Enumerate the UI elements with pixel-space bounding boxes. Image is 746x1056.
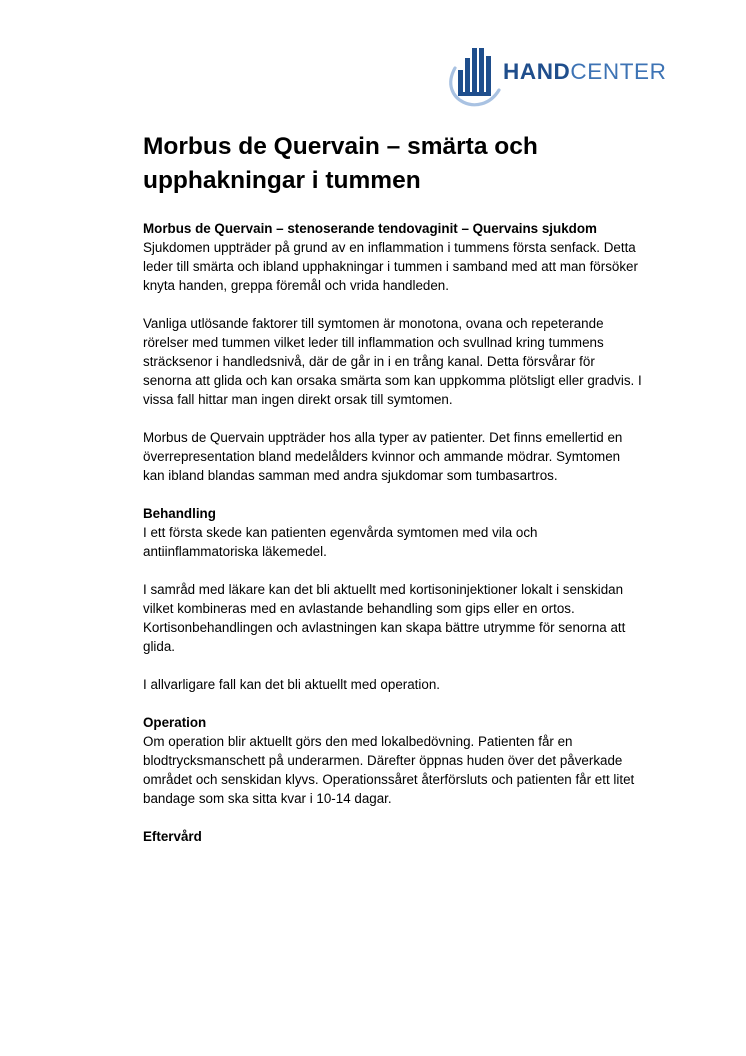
- treatment-heading: Behandling: [143, 506, 216, 521]
- logo-bar: [465, 58, 470, 92]
- handcenter-logo-mark: [441, 44, 503, 114]
- aftercare-heading: Eftervård: [143, 829, 202, 844]
- treatment-paragraph-2: I samråd med läkare kan det bli aktuellt med kortisoninjektioner lokalt i senskidan vilket kombineras med en avlastande behandling som gips eller en ortos. Kortisonbehandlingen och avlastningen kan skapa bättre utrymme för senorna att glida.: [143, 582, 626, 654]
- treatment-text-1: I ett första skede kan patienten egenvårda symtomen med vila och antiinflammatoriska läkemedel.: [143, 525, 538, 559]
- logo-bar: [479, 48, 484, 92]
- intro-paragraph-3: Morbus de Quervain uppträder hos alla typer av patienter. Det finns emellertid en överrepresentation bland medelålders kvinnor och ammande mödrar. Symtomen kan ibland blandas samman med andra sjukdomar som tumbasartros.: [143, 430, 623, 483]
- handcenter-logo: [441, 44, 701, 114]
- intro-paragraph-2: Vanliga utlösande faktorer till symtomen är monotona, ovana och repeterande rörelser med tummen vilket leder till inflammation och svullnad kring tummens sträcksenor i handledsnivå, där de går in i en trång kanal. Detta försvårar för senorna att glida och kan orsaka smärta som kan uppkomma plötsligt eller gradvis. I vissa fall hittar man ingen direkt orsak till symtomen.: [143, 316, 642, 407]
- intro-paragraph-1: [143, 219, 643, 295]
- operation-text-1: Om operation blir aktuellt görs den med lokalbedövning. Patienten får en blodtrycksmanschett på underarmen. Därefter öppnas huden över det påverkade området och senskidan klyvs. Operationssåret återförsluts och patienten får ett litet bandage som ska sitta kvar i 10-14 dagar.: [143, 734, 635, 806]
- page-title: Morbus de Quervain – smärta och upphakningar i tummen: [143, 133, 538, 194]
- logo-bar: [458, 70, 463, 92]
- logo-wordmark-bold: HAND: [503, 59, 571, 84]
- logo-base: [458, 92, 491, 96]
- intro-heading: Morbus de Quervain – stenoserande tendovaginit – Quervains sjukdom: [143, 221, 597, 236]
- treatment-paragraph-3: I allvarligare fall kan det bli aktuellt med operation.: [143, 677, 440, 692]
- logo-bar: [486, 56, 491, 92]
- logo-bar: [472, 48, 477, 92]
- treatment-paragraph-1: [143, 504, 643, 561]
- logo-wordmark-light: CENTER: [570, 59, 667, 84]
- operation-heading: Operation: [143, 715, 207, 730]
- operation-paragraph-1: [143, 713, 643, 808]
- intro-text-1: Sjukdomen uppträder på grund av en inflammation i tummens första senfack. Detta leder till smärta och ibland upphakningar i tummen i samband med att man försöker knyta handen, greppa föremål och vrida handleden.: [143, 240, 638, 293]
- logo-wordmark: [503, 61, 667, 84]
- document-body: [143, 219, 643, 865]
